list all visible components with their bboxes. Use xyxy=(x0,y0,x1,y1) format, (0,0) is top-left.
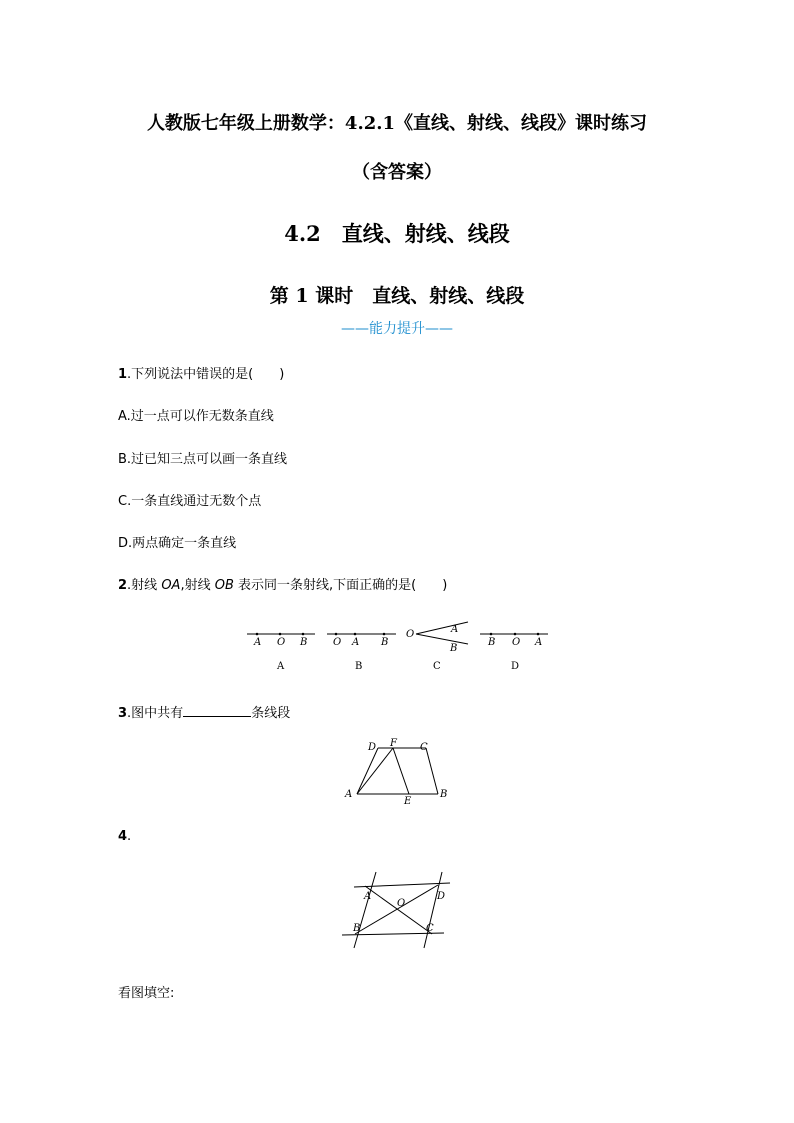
question-3-stem: 3.图中共有 条线段 xyxy=(118,706,291,721)
svg-text:D: D xyxy=(368,742,377,753)
question-number: 4 xyxy=(118,829,128,844)
svg-text:A: A xyxy=(364,891,372,902)
svg-text:A: A xyxy=(254,637,262,648)
svg-text:D: D xyxy=(511,661,520,672)
figure-a xyxy=(247,633,315,672)
svg-text:O: O xyxy=(512,637,521,648)
question-4-prompt: 看图填空: xyxy=(118,986,175,1001)
question-4-figure-lines xyxy=(338,870,458,952)
lesson-title: 第 1 课时 直线、射线、线段 xyxy=(269,285,525,307)
svg-text:B: B xyxy=(300,637,308,648)
document-title-suffix: （含答案） xyxy=(352,162,442,183)
question-1-option-a: A.过一点可以作无数条直线 xyxy=(118,409,274,424)
figure-d xyxy=(480,633,548,672)
svg-text:B: B xyxy=(440,789,448,800)
svg-text:F: F xyxy=(390,738,397,749)
svg-text:B: B xyxy=(355,661,363,672)
question-2-stem: 2.射线 OA,射线 OB 表示同一条射线,下面正确的是( ) xyxy=(118,578,448,593)
section-title: 4.2 直线、射线、线段 xyxy=(284,221,510,246)
question-2-figures xyxy=(240,620,560,676)
svg-text:B: B xyxy=(381,637,389,648)
question-1-option-c: C.一条直线通过无数个点 xyxy=(118,494,262,509)
question-1-option-d: D.两点确定一条直线 xyxy=(118,536,237,551)
question-1-option-b: B.过已知三点可以画一条直线 xyxy=(118,452,288,467)
svg-text:O: O xyxy=(333,637,342,648)
svg-text:A: A xyxy=(535,637,543,648)
subheading-ability: ——能力提升—— xyxy=(341,321,453,337)
svg-text:O: O xyxy=(397,898,406,909)
answer-blank[interactable] xyxy=(183,706,251,717)
question-text: .下列说法中错误的是( ) xyxy=(127,367,285,382)
question-number: 2 xyxy=(118,578,128,593)
ray-ob-label: OB xyxy=(214,578,234,593)
question-number: 1 xyxy=(118,367,128,382)
figure-b xyxy=(327,633,396,672)
svg-text:B: B xyxy=(353,923,361,934)
svg-text:E: E xyxy=(404,796,412,807)
svg-text:C: C xyxy=(433,661,441,672)
svg-text:A: A xyxy=(352,637,360,648)
document-title: 人教版七年级上册数学：4.2.1《直线、射线、线段》课时练习 xyxy=(146,113,648,134)
question-number: 3 xyxy=(118,706,128,721)
svg-text:B: B xyxy=(450,643,458,654)
figure-c xyxy=(406,622,468,672)
ray-oa-label: OA xyxy=(161,578,181,593)
svg-text:C: C xyxy=(426,923,434,934)
question-3-figure-trapezoid xyxy=(340,738,460,808)
svg-text:C: C xyxy=(420,742,428,753)
svg-text:A: A xyxy=(277,661,285,672)
svg-text:A: A xyxy=(451,624,459,635)
svg-text:O: O xyxy=(277,637,286,648)
question-4-stem: 4. xyxy=(118,829,132,844)
question-1-stem xyxy=(118,363,284,382)
svg-text:A: A xyxy=(345,789,353,800)
svg-text:D: D xyxy=(437,891,446,902)
svg-text:O: O xyxy=(406,629,415,640)
svg-text:B: B xyxy=(488,637,496,648)
